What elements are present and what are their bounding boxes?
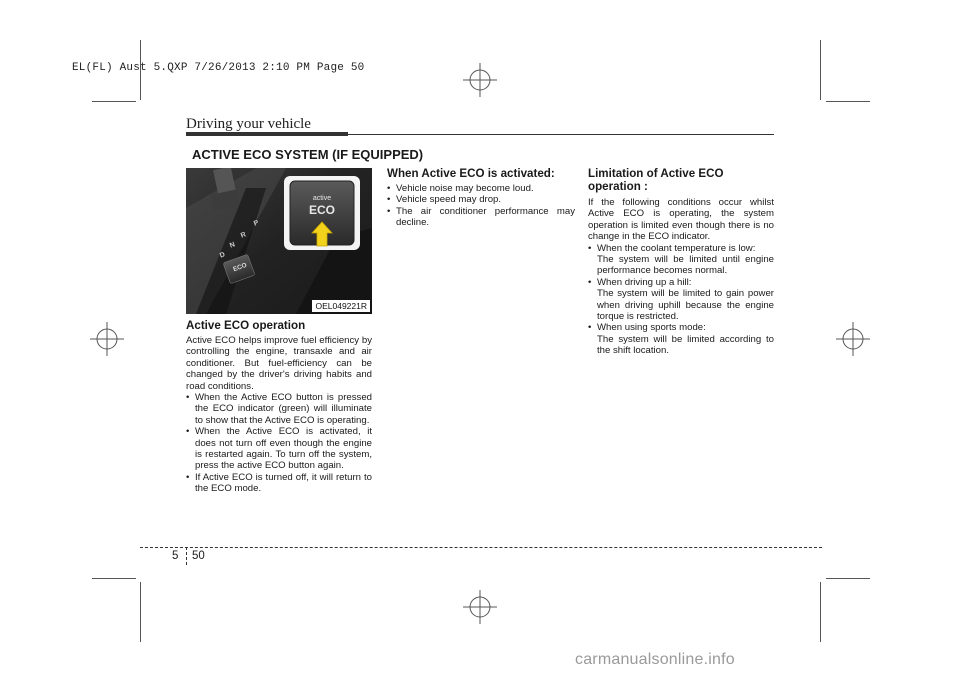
crop-mark <box>826 101 870 102</box>
figure-image-code: OEL049221R <box>312 300 370 312</box>
crop-mark <box>92 101 136 102</box>
list-item-detail: The system will be limited according to the shift location. <box>597 333 774 357</box>
gear-letter-r: R <box>239 231 248 240</box>
crop-mark <box>820 582 821 642</box>
gear-letter-p: P <box>252 219 260 228</box>
main-heading: ACTIVE ECO SYSTEM (IF EQUIPPED) <box>192 147 424 162</box>
bullet-list <box>387 183 575 229</box>
list-item: • The air conditioner performance may decline. <box>387 206 575 229</box>
footer-rule <box>140 547 822 548</box>
gear-letter-n: N <box>228 241 237 250</box>
watermark: carmanualsonline.info <box>575 651 735 668</box>
bullet-list <box>186 392 372 495</box>
eco-button-label-top: active <box>312 195 332 202</box>
list-item: • When the Active ECO button is pressed the ECO indicator (green) will illuminate to show that the Active ECO is operating. <box>186 392 372 426</box>
crop-mark <box>820 40 821 100</box>
bullet-list <box>588 243 774 357</box>
registration-mark-icon <box>463 63 497 97</box>
list-item-detail: The system will be limited until engine performance becomes normal. <box>597 254 774 277</box>
heading-when-activated: When Active ECO is activated: <box>387 167 555 180</box>
section-title: Driving your vehicle <box>186 116 311 132</box>
paragraph-intro: If the following conditions occur whilst Active ECO is operating, the system operation is limited even though there is no change in the ECO indicator. <box>588 197 774 243</box>
heading-active-eco-operation: Active ECO operation <box>186 319 306 332</box>
header-rule-bar <box>186 132 348 136</box>
paragraph-intro: Active ECO helps improve fuel efficiency by controlling the engine, transaxle and air conditioner. But fuel-efficiency can be changed by the driver's driving habits and road conditions. <box>186 335 372 392</box>
list-item: • Vehicle speed may drop. <box>387 194 575 205</box>
column-active-eco-operation <box>186 319 372 495</box>
list-item: • When the coolant temperature is low: <box>588 243 774 254</box>
eco-button-label-main: ECO <box>308 203 335 217</box>
small-eco-button-label: ECO <box>232 261 248 274</box>
page-number: 50 <box>192 550 205 562</box>
registration-mark-icon <box>90 322 124 356</box>
section-number: 5 <box>172 550 179 562</box>
list-item: • When using sports mode: <box>588 322 774 333</box>
list-item: • When the Active ECO is activated, it does not turn off even though the engine is restarted again. To turn off the system, press the active ECO button again. <box>186 426 372 472</box>
print-slug: EL(FL) Aust 5.QXP 7/26/2013 2:10 PM Page 50 <box>72 62 365 74</box>
crop-mark <box>92 578 136 579</box>
crop-mark <box>826 578 870 579</box>
list-item: • Vehicle noise may become loud. <box>387 183 575 194</box>
column-when-activated <box>387 167 575 229</box>
crop-mark <box>140 582 141 642</box>
list-item-detail: The system will be limited to gain power when driving uphill because the engine torque is restricted. <box>597 288 774 323</box>
figure-eco-button-photo <box>186 168 372 314</box>
list-item: • If Active ECO is turned off, it will return to the ECO mode. <box>186 472 372 495</box>
heading-limitation: Limitation of Active ECO operation : <box>588 167 724 193</box>
gear-letter-d: D <box>218 251 227 260</box>
footer-divider <box>186 547 187 565</box>
list-item: • When driving up a hill: <box>588 277 774 288</box>
registration-mark-icon <box>463 590 497 624</box>
column-limitation <box>588 167 774 357</box>
eco-button-closeup <box>290 181 354 221</box>
registration-mark-icon <box>836 322 870 356</box>
